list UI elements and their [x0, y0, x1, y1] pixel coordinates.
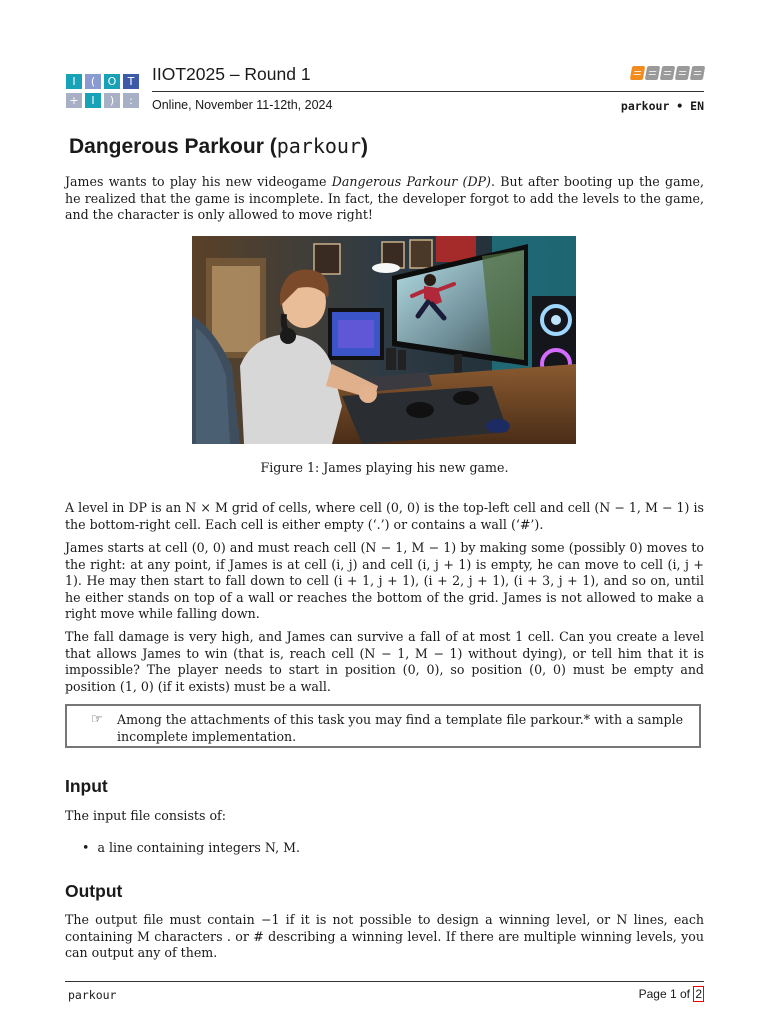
page-indicator: [639, 987, 704, 1001]
logo-cell: I: [66, 74, 82, 89]
logo-cell: I: [85, 93, 101, 108]
iiot-logo: [66, 74, 142, 108]
figure-image: [192, 236, 576, 444]
contest-title: IIOT2025 – Round 1: [152, 64, 311, 84]
contest-date: Online, November 11-12th, 2024: [152, 98, 333, 112]
input-bullet-text: a line containing integers N, M.: [97, 840, 301, 855]
task-tag: parkour • EN: [620, 99, 704, 113]
task-title-name: Dangerous Parkour (: [69, 135, 277, 158]
intro-paragraph: [65, 174, 704, 224]
footer-divider: [65, 981, 704, 982]
pointing-hand-icon: ☞: [91, 712, 103, 727]
logo-cell: ): [104, 93, 120, 108]
attachment-note: [65, 704, 701, 748]
input-heading: Input: [65, 776, 108, 796]
logo-cell: :: [123, 93, 139, 108]
header-divider: [152, 91, 704, 92]
task-title-close: ): [361, 135, 369, 158]
damage-paragraph: The fall damage is very high, and James can survive a fall of at most 1 cell. Can you create a level that allows James to win (that is, reach cell (N − 1, M − 1) without dying), or tell him that it is impossible? The player needs to start in position (0, 0), so position (0, 0) must be empty and position (1, 0) (if it exists) must be a wall.: [65, 629, 704, 694]
task-title-code: parkour: [276, 134, 362, 158]
difficulty-pip-icon: [645, 66, 660, 80]
page-indicator-prefix: Page 1 of: [638, 987, 694, 1001]
difficulty-pip-icon: [675, 66, 690, 80]
moves-paragraph: James starts at cell (0, 0) and must reach cell (N − 1, M − 1) by making some (possibly 0) moves to the right: at any point, if James is at cell (i, j) and cell (i, j + 1) is empty, he can move to cell (i, j + 1). He may then start to fall down to cell (i + 1, j + 1), (i + 2, j + 1), (i + 3, j + 1), and so on, until he either stands on top of a wall or reaches the bottom of the grid. James is not allowed to make a right move while falling down.: [65, 540, 704, 622]
bullet-icon: •: [82, 840, 98, 855]
total-pages-link[interactable]: 2: [695, 987, 702, 1001]
output-paragraph: The output file must contain −1 if it is not possible to design a winning level, or N lines, each containing M characters . or # describing a winning level. If there are multiple winning levels, you can output any of them.: [65, 912, 704, 961]
attachment-note-text: Among the attachments of this task you may find a template file parkour.* with a sample incomplete implementation.: [117, 712, 684, 744]
input-intro: The input file consists of:: [65, 808, 226, 823]
logo-cell: (: [85, 74, 101, 89]
difficulty-pip-icon: [690, 66, 705, 80]
input-bullet: [82, 840, 300, 855]
task-title: [69, 134, 368, 159]
logo-cell: +: [66, 93, 82, 108]
gaming-illustration: [192, 236, 576, 444]
difficulty-pip-icon: [630, 66, 645, 80]
level-paragraph: A level in DP is an N × M grid of cells, where cell (0, 0) is the top-left cell and cell (N − 1, M − 1) is the bottom-right cell. Each cell is either empty (‘.’) or contains a wall (‘#’).: [65, 500, 704, 532]
difficulty-pip-icon: [660, 66, 675, 80]
intro-text-rest: . But after booting up the game, he realized that the game is incomplete. In fact, the developer forgot to add the levels to the game, and the character is only allowed to move right!: [65, 174, 705, 223]
game-name: Dangerous Parkour (DP): [331, 174, 491, 189]
footer-task-name: parkour: [68, 988, 117, 1002]
intro-text: James wants to play his new videogame: [65, 174, 332, 189]
figure-caption: Figure 1: James playing his new game.: [260, 460, 509, 475]
logo-cell: O: [104, 74, 120, 89]
difficulty-indicator: [631, 66, 704, 80]
output-heading: Output: [65, 881, 123, 901]
logo-cell: T: [123, 74, 139, 89]
